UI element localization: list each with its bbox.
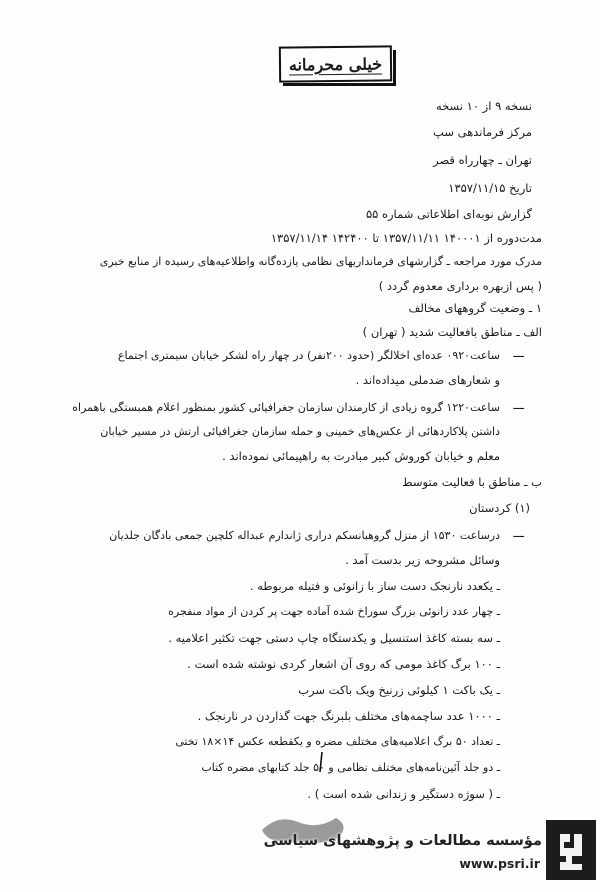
item-line: ـ چهار عدد زانوئی بزرگ سوراخ شده آماده جهت پر کردن از مواد منفجره — [168, 605, 500, 618]
report-period: مدت‌دوره از ۱۴۰۰۰۱ ۱۳۵۷/۱۱/۱۱ تا ۱۴۲۴۰۰ ۱۳۵۷/۱۱/۱۴ — [270, 231, 542, 245]
item-line: ـ یک باکت ۱ کیلوئی زرنیخ ویک باکت سرب — [298, 683, 500, 697]
item-line: ـ ۱۰۰ برگ کاغذ مومی که روی آن اشعار کردی نوشته شده است . — [187, 657, 500, 671]
para-2-line-3: معلم و خیابان کوروش کبیر مبادرت به راهپیمائی نموده‌اند . — [222, 449, 500, 463]
report-date: تاریخ ۱۳۵۷/۱۱/۱۵ — [448, 181, 532, 195]
item-line: ـ یکعدد نارنجک دست ساز با زانوئی و فتیله مربوطه . — [249, 579, 500, 593]
para-2-line-1: ساعت۱۲۲۰ گروه زیادی از کارمندان سازمان جغرافیائی کشور بمنظور اعلام همبستگی باهمراه — [72, 401, 500, 414]
reference-line-1: مدرک مورد مراجعه ـ گزارشهای فرماندار‌یهای نظامی یازده‌گانه واطلاعیه‌های رسیده از منابع خبری — [99, 255, 542, 268]
bullet-dash: ـــ — [513, 398, 524, 412]
item-line: ـ تعداد ۵۰ برگ اعلامیه‌های مختلف مضره و یکقطعه عکس ۱۴×۱۸ تختی — [175, 735, 500, 748]
handwritten-mark — [316, 750, 328, 776]
para-1-line-1: ساعت۰۹۲۰ عده‌ای اخلالگر (حدود ۲۰۰نفر) در چهار راه لشکر خیابان سیمتری اجتماع — [117, 349, 500, 362]
institute-logo — [546, 820, 596, 880]
para-3-line-1: درساعت ۱۵۳۰ از منزل گروهبانسکم دراری ژاندارم عبداله کلچین جمعی بادگان جلدیان — [109, 529, 500, 542]
section-1-heading: ۱ ـ وضعیت گروههای مخالف — [408, 301, 542, 315]
item-line: ـ ( سوژه دستگیر و زندانی شده است ) . — [307, 787, 500, 801]
report-title: گزارش نوبه‌ای اطلاعاتی شماره ۵۵ — [365, 207, 532, 221]
place: تهران ـ چهارراه قصر — [433, 153, 532, 167]
para-2-line-2: داشتن پلاکاردهائی از عکس‌های خمینی و حمله سازمان جغرافیائی ارتش در مسیر خیابان — [100, 425, 500, 438]
subsection-b-heading: ب ـ مناطق با فعالیت متوسط — [402, 475, 542, 489]
watermark-url: www.psri.ir — [459, 856, 540, 871]
item-line: ـ دو جلد آئین‌نامه‌های مختلف نظامی و ۵۰ جلد کتابهای مضره کتاب — [201, 761, 500, 774]
para-1-line-2: و شعارهای ضدملی میداده‌اند . — [355, 373, 500, 387]
bullet-dash: ـــ — [513, 526, 524, 540]
watermark-org: مؤسسه مطالعات و پژوهشهای سیاسی — [263, 833, 542, 849]
classification-stamp: خیلی محرمانه — [279, 45, 392, 82]
kurdistan-heading: (۱) کردستان — [469, 501, 530, 515]
reference-line-2: ( پس ازبهره برداری معدوم گردد ) — [378, 279, 542, 293]
para-3-line-2: وسائل مشروحه زیر بدست آمد . — [345, 553, 500, 567]
bullet-dash: ـــ — [513, 346, 524, 360]
subsection-a-heading: الف ـ مناطق بافعالیت شدید ( تهران ) — [362, 325, 542, 339]
item-line: ـ سه بسته کاغذ استنسیل و یکدستگاه چاپ دستی جهت تکثیر اعلامیه . — [168, 631, 500, 645]
from-unit: مرکز فرماندهی سپ — [433, 125, 532, 139]
copy-info: نسخه ۹ از ۱۰ نسخه — [435, 99, 532, 113]
item-line: ـ ۱۰۰۰ عدد ساچمه‌های مختلف بلبرنگ جهت گذاردن در نارنجک . — [197, 709, 500, 723]
